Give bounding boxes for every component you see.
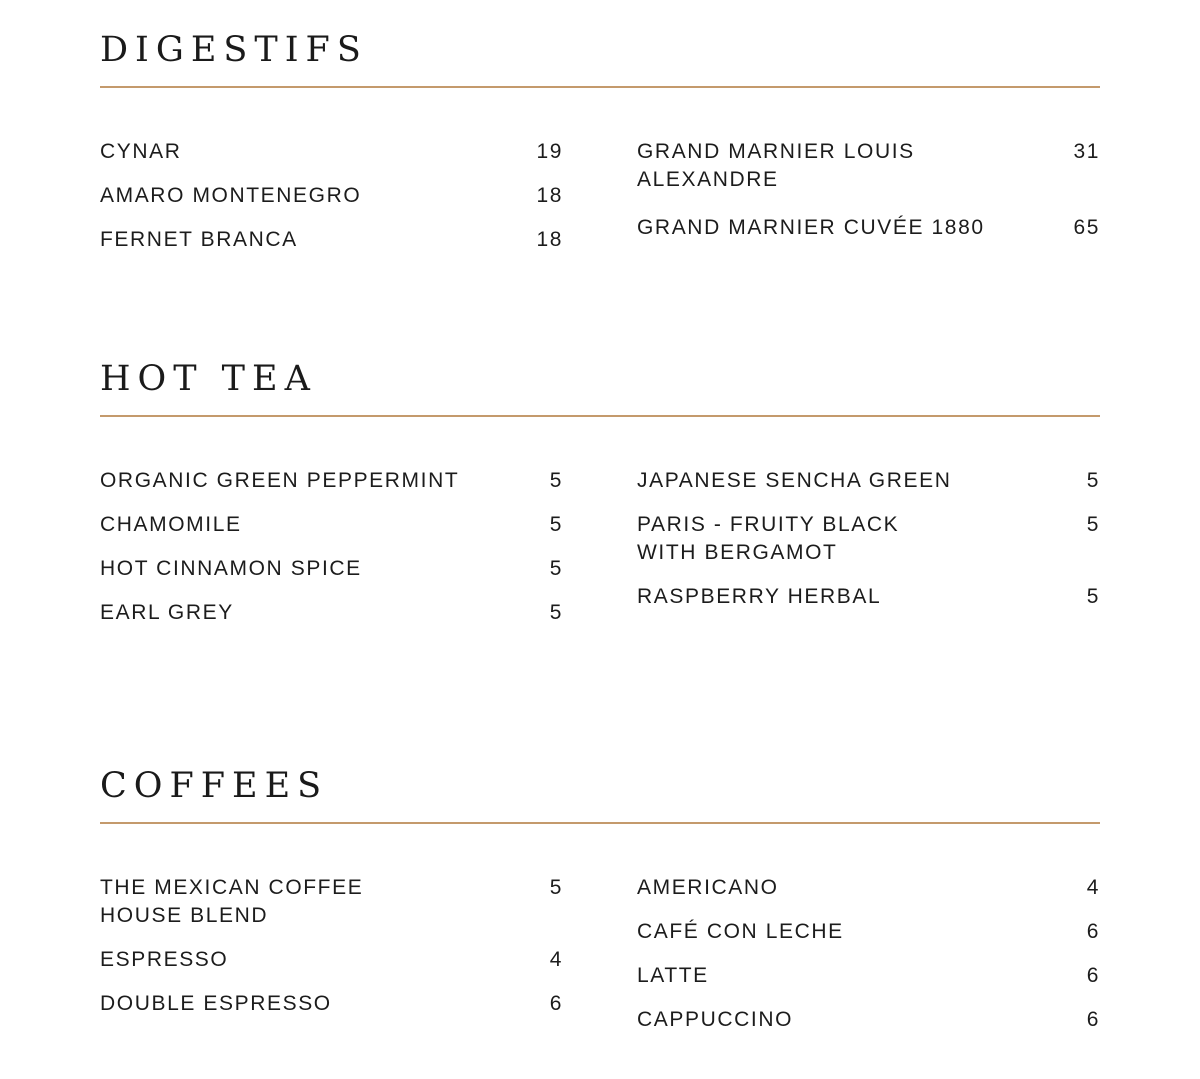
menu-column-left bbox=[100, 467, 563, 643]
section-title: COFFEES bbox=[100, 766, 329, 806]
menu-item bbox=[637, 874, 1100, 902]
menu-item-name: CAFÉ CON LECHE bbox=[637, 920, 844, 943]
menu-item bbox=[100, 874, 563, 930]
menu-item bbox=[100, 138, 563, 166]
menu-item-price: 18 bbox=[536, 184, 563, 207]
menu-item-price: 5 bbox=[549, 513, 563, 536]
menu-item-price: 18 bbox=[536, 228, 563, 251]
menu-item-name: CAPPUCCINO bbox=[637, 1008, 794, 1031]
menu-item bbox=[637, 214, 1100, 242]
menu-item bbox=[100, 182, 563, 210]
section-divider bbox=[100, 415, 1100, 417]
menu-item bbox=[100, 467, 563, 495]
menu-item bbox=[637, 962, 1100, 990]
menu-item bbox=[100, 946, 563, 974]
menu-item bbox=[637, 138, 1100, 194]
menu-item-price: 5 bbox=[549, 469, 563, 492]
menu-item bbox=[100, 555, 563, 583]
section-coffees bbox=[100, 766, 1100, 1031]
menu-item-price: 5 bbox=[1086, 513, 1100, 536]
section-digestifs bbox=[100, 30, 1100, 251]
section-divider bbox=[100, 822, 1100, 824]
menu-item-price: 4 bbox=[549, 948, 563, 971]
menu-column-right bbox=[637, 874, 1100, 1050]
menu-column-left bbox=[100, 874, 563, 1034]
menu-item-price: 6 bbox=[1086, 1008, 1100, 1031]
menu-item-name: CYNAR bbox=[100, 140, 182, 163]
menu-item-name: THE MEXICAN COFFEE HOUSE BLEND bbox=[100, 876, 364, 927]
menu-item-price: 31 bbox=[1073, 140, 1100, 163]
menu-item-price: 6 bbox=[1086, 964, 1100, 987]
menu-item-name: LATTE bbox=[637, 964, 709, 987]
menu-item-name: AMARO MONTENEGRO bbox=[100, 184, 362, 207]
menu-item-name: PARIS - FRUITY BLACK WITH BERGAMOT bbox=[637, 513, 900, 564]
menu-item-price: 6 bbox=[549, 992, 563, 1015]
menu-item-name: JAPANESE SENCHA GREEN bbox=[637, 469, 952, 492]
menu-column-left bbox=[100, 138, 563, 270]
menu-item-name: GRAND MARNIER CUVÉE 1880 bbox=[637, 216, 985, 239]
menu-item-name: EARL GREY bbox=[100, 601, 234, 624]
menu-item bbox=[637, 918, 1100, 946]
menu-item-name: ESPRESSO bbox=[100, 948, 229, 971]
menu-item bbox=[637, 511, 1100, 567]
menu-item bbox=[637, 1006, 1100, 1034]
menu-item-name: GRAND MARNIER LOUIS ALEXANDRE bbox=[637, 140, 915, 191]
menu-item bbox=[100, 226, 563, 254]
menu-item-name: DOUBLE ESPRESSO bbox=[100, 992, 332, 1015]
menu-item bbox=[637, 583, 1100, 611]
menu-item bbox=[637, 467, 1100, 495]
menu-column-right bbox=[637, 467, 1100, 627]
menu-item-price: 5 bbox=[549, 876, 563, 899]
menu-item-price: 5 bbox=[1086, 585, 1100, 608]
menu-item-name: AMERICANO bbox=[637, 876, 779, 899]
menu-item-price: 19 bbox=[536, 140, 563, 163]
menu-item bbox=[100, 511, 563, 539]
menu-item-name: HOT CINNAMON SPICE bbox=[100, 557, 362, 580]
section-title: DIGESTIFS bbox=[100, 30, 368, 70]
menu-item-price: 5 bbox=[549, 557, 563, 580]
menu-item-price: 6 bbox=[1086, 920, 1100, 943]
section-hot-tea bbox=[100, 359, 1100, 624]
section-divider bbox=[100, 86, 1100, 88]
menu-item-name: RASPBERRY HERBAL bbox=[637, 585, 882, 608]
section-title: HOT TEA bbox=[100, 359, 317, 399]
menu-item-name: CHAMOMILE bbox=[100, 513, 242, 536]
menu-item-name: FERNET BRANCA bbox=[100, 228, 298, 251]
menu-item-price: 5 bbox=[1086, 469, 1100, 492]
menu-item-price: 4 bbox=[1086, 876, 1100, 899]
menu-item bbox=[100, 599, 563, 627]
menu-item bbox=[100, 990, 563, 1018]
menu-column-right bbox=[637, 138, 1100, 258]
menu-item-name: ORGANIC GREEN PEPPERMINT bbox=[100, 469, 460, 492]
menu-item-price: 65 bbox=[1073, 216, 1100, 239]
menu-item-price: 5 bbox=[549, 601, 563, 624]
